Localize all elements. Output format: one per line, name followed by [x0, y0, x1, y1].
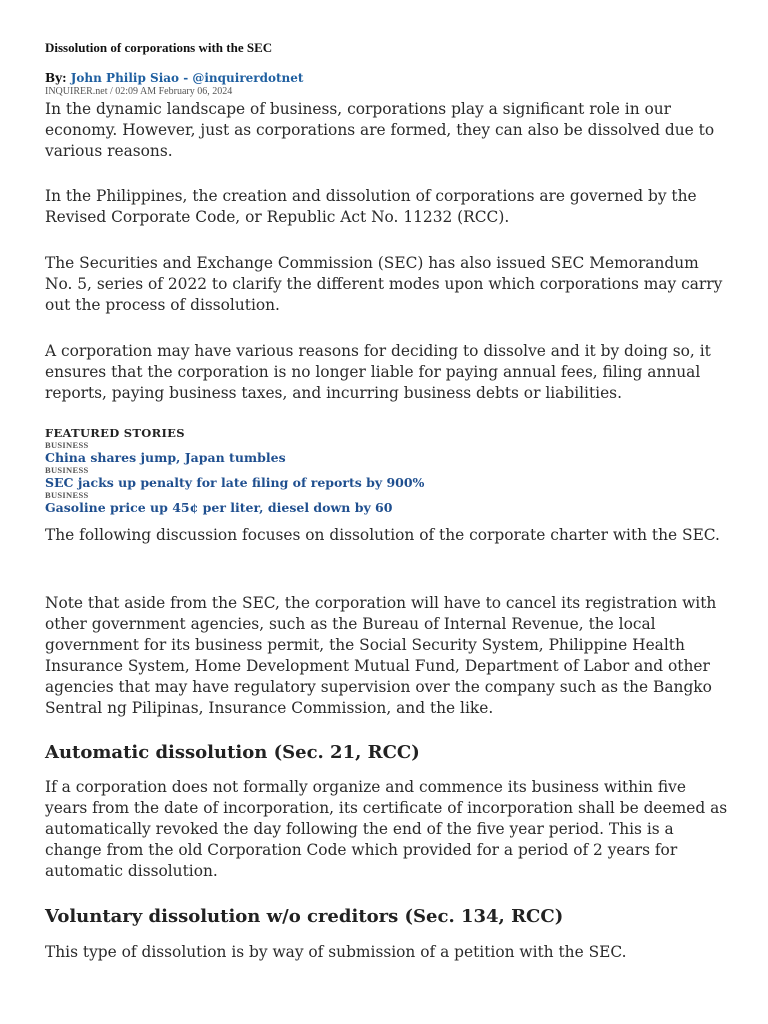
byline-prefix: By:: [45, 71, 67, 85]
byline: [45, 71, 303, 85]
section-heading-voluntary: Voluntary dissolution w/o creditors (Sec. 134, RCC): [45, 906, 564, 927]
author-link[interactable]: John Philip Siao - @inquirerdotnet: [70, 71, 304, 85]
featured-stories-title: FEATURED STORIES: [45, 426, 185, 440]
paragraph-other-agencies: Note that aside from the SEC, the corporation will have to cancel its registration with other government agencies, such as the Bureau of Internal Revenue, the local government for its business permit, the Social Security System, Philippine Health Insurance System, Home Development Mutual Fund, Department of Labor and other agencies that may have regulatory supervision over the company such as the Bangko Sentral ng Pilipinas, Insurance Commission, and the like.: [45, 594, 717, 717]
section-body-automatic: If a corporation does not formally organize and commence its business within five years from the date of incorporation, its certificate of incorporation shall be deemed as automatically revoked the day following the end of the five year period. This is a change from the old Corporation Code which provided for a period of 2 years for automatic dissolution.: [45, 778, 728, 880]
dateline: INQUIRER.net / 02:09 AM February 06, 2024: [45, 86, 233, 97]
featured-stories: [45, 426, 730, 515]
paragraph-rcc: In the Philippines, the creation and dissolution of corporations are governed by the Revised Corporate Code, or Republic Act No. 11232 (RCC).: [45, 187, 697, 226]
story-category: BUSINESS: [45, 465, 89, 475]
paragraph-reasons: A corporation may have various reasons for deciding to dissolve and it by doing so, it ensures that the corporation is no longer liable for paying annual fees, filing annual reports, paying business taxes, and incurring business debts or liabilities.: [45, 342, 711, 402]
paragraph-sec-memo: The Securities and Exchange Commission (SEC) has also issued SEC Memorandum No. 5, series of 2022 to clarify the different modes upon which corporations may carry out the process of dissolution.: [45, 254, 723, 314]
article-title: Dissolution of corporations with the SEC: [45, 40, 273, 55]
section-heading-automatic: Automatic dissolution (Sec. 21, RCC): [45, 742, 420, 763]
story-link[interactable]: China shares jump, Japan tumbles: [45, 450, 286, 465]
section-body-voluntary: This type of dissolution is by way of submission of a petition with the SEC.: [45, 943, 627, 961]
story-category: BUSINESS: [45, 440, 89, 450]
featured-story: [45, 440, 730, 465]
paragraph-intro: In the dynamic landscape of business, corporations play a significant role in our economy. However, just as corporations are formed, they can also be dissolved due to various reasons.: [45, 100, 715, 160]
story-link[interactable]: SEC jacks up penalty for late filing of reports by 900%: [45, 475, 425, 490]
story-link[interactable]: Gasoline price up 45¢ per liter, diesel down by 60: [45, 500, 393, 515]
story-category: BUSINESS: [45, 490, 89, 500]
featured-story: [45, 490, 730, 515]
featured-story: [45, 465, 730, 490]
paragraph-discussion: The following discussion focuses on dissolution of the corporate charter with the SEC.: [45, 526, 720, 544]
